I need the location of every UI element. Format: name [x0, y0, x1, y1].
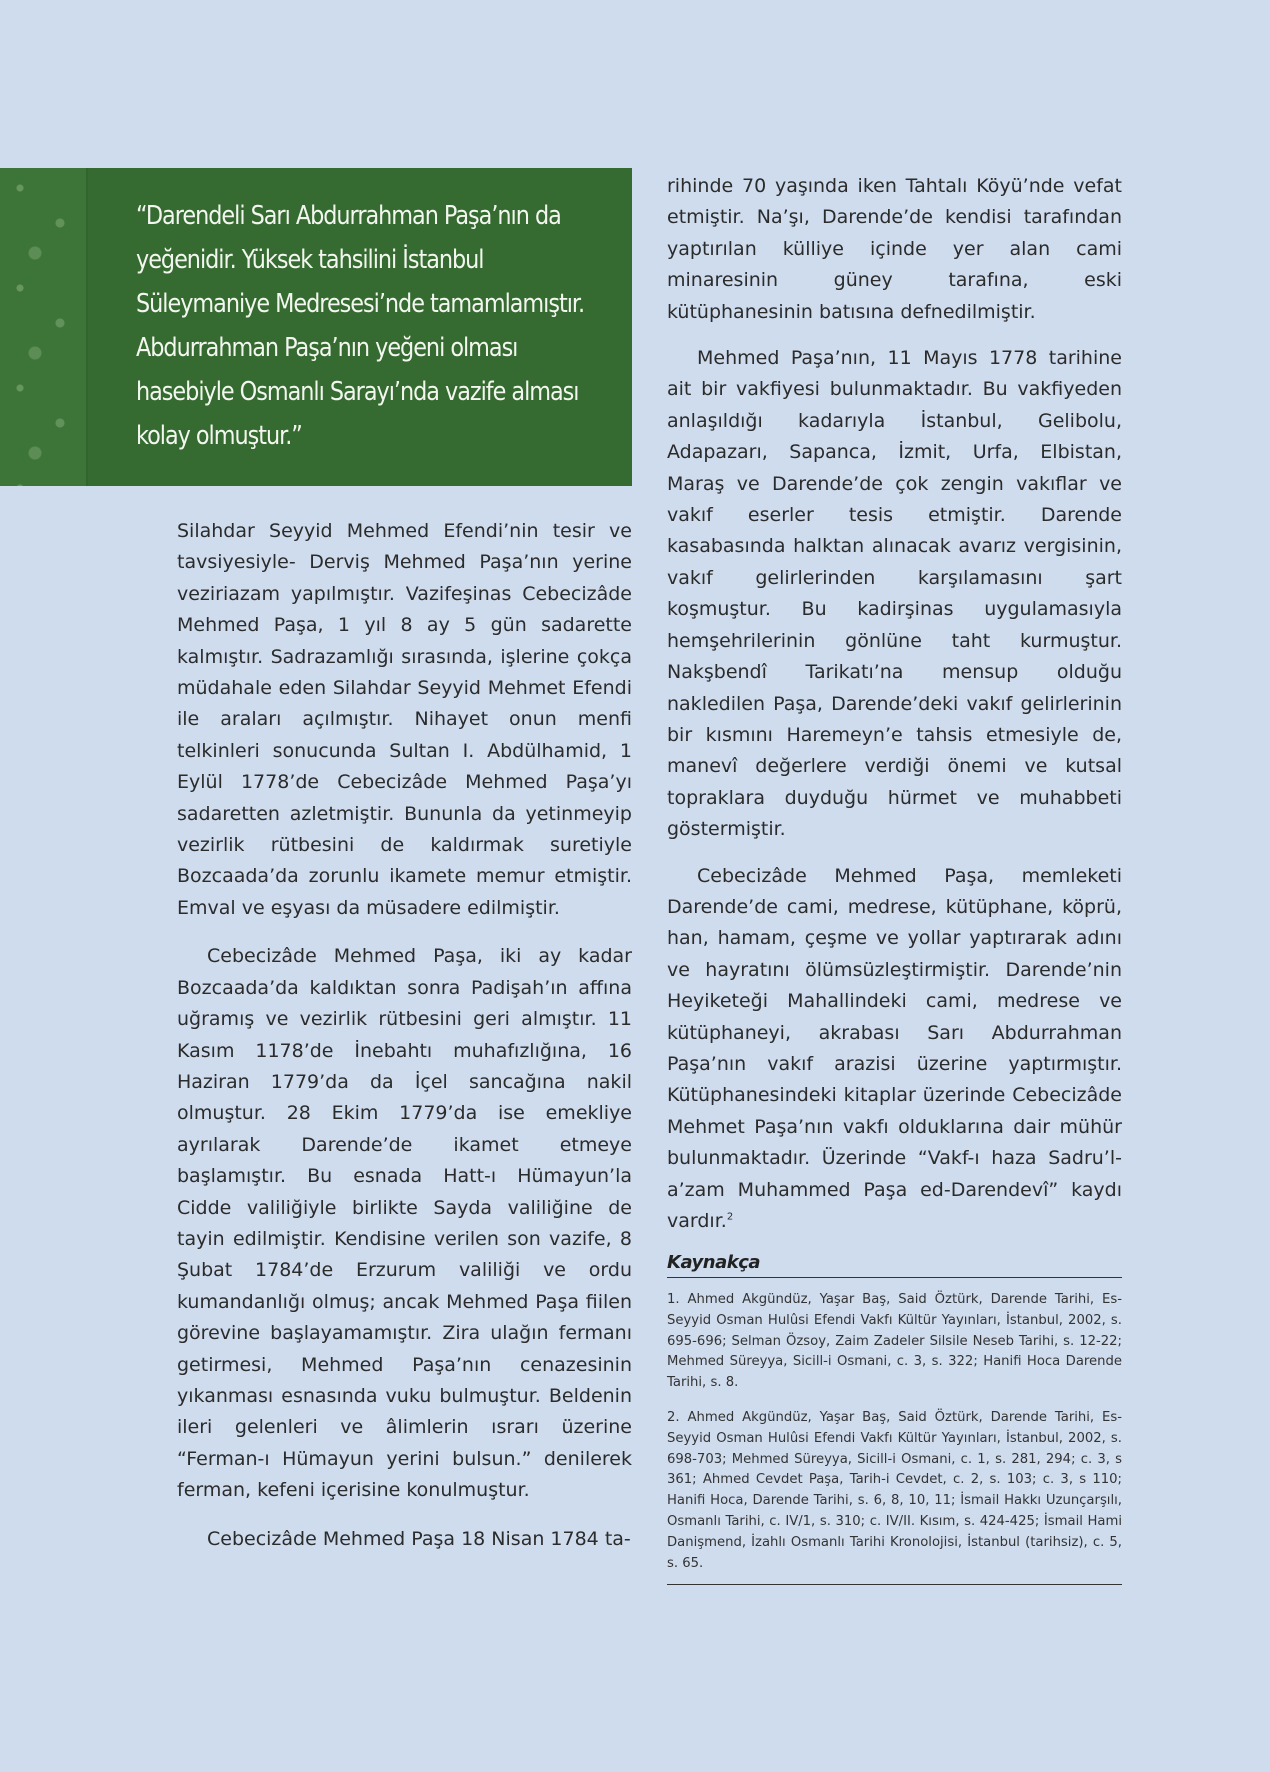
left-paragraph-2: Cebecizâde Mehmed Paşa, iki ay kadar Bozcaada’da kaldıktan sonra Padişah’ın affına uğramış ve vezirlik rütbesini geri almıştır. 11 Kasım 1178’de İnebahtı muhafızlığına, 16 Haziran 1779’da da İçel sancağına nakil olmuştur. 28 Ekim 1779’da ise emekliye ayrılarak Darende’de ikamet etmeye başlamıştır. Bu esnada Hatt-ı Hümayun’la Cidde valiliğiyle birlikte Sayda valiliğine de tayin edilmiştir. Kendisine verilen son vazife, 8 Şubat 1784’de Erzurum valiliği ve ordu kumandanlığı olmuş; ancak Mehmed Paşa fiilen görevine başlayamamıştır. Zira ulağın fermanı getirmesi, Mehmed Paşa’nın cenazesinin yıkanması esnasında vuku bulmuştur. Beldenin ileri gelenleri ve âlimlerin ısrarı üzerine “Ferman-ı Hümayun yerini bulsun.” denilerek ferman, kefeni içerisine konulmuştur. [177, 945, 632, 1502]
left-paragraph-1: Silahdar Seyyid Mehmed Efendi’nin tesir ve tavsiyesiyle- Derviş Mehmed Paşa’nın yerine veziriazam yapılmıştır. Vazifeşinas Cebecizâde Mehmed Paşa, 1 yıl 8 ay 5 gün sadarette kalmıştır. Sadrazamlığı sırasında, işlerine çokça müdahale eden Silahdar Seyyid Mehmet Efendi ile araları açılmıştır. Nihayet onun menfi telkinleri sonucunda Sultan I. Abdülhamid, 1 Eylül 1778’de Cebecizâde Mehmed Paşa’yı sadaretten azletmiştir. Bununla da yetinmeyip vezirlik rütbesini de kaldırmak suretiyle Bozcaada’da zorunlu ikamete memur etmiştir. Emval ve eşyası da müsadere edilmiştir. [177, 520, 632, 919]
right-paragraph-3-text: Cebecizâde Mehmed Paşa, memleketi Darende’de cami, medrese, kütüphane, köprü, han, hamam, çeşme ve yollar yaptırarak adını ve hayratını ölümsüzleştirmiştir. Darende’nin Heyiketeği Mahallindeki cami, medrese ve kütüphaneyi, akrabası Sarı Abdurrahman Paşa’nın vakıf arazisi üzerine yaptırmıştır. Kütüphanesindeki kitaplar üzerinde Cebecizâde Mehmet Paşa’nın vakfı olduklarına dair mühür bulunmaktadır. Üzerinde “Vakf-ı haza Sadru’l-a’zam Muhammed Paşa ed-Darendevî” kaydı vardır. [667, 864, 1122, 1232]
references-section [667, 1252, 1122, 1585]
right-column [667, 171, 1122, 1252]
references-bottom-rule [667, 1584, 1122, 1585]
right-paragraph-1: rihinde 70 yaşında iken Tahtalı Köyü’nde vefat etmiştir. Na’şı, Darende’de kendisi tarafından yaptırılan külliye içinde yer alan cami minaresinin güney tarafına, eski kütüphanesinin batısına defnedilmiştir. [667, 175, 1122, 323]
pull-quote-panel [0, 168, 632, 486]
reference-item-1: 1. Ahmed Akgündüz, Yaşar Baş, Said Öztürk, Darende Tarihi, Es-Seyyid Osman Hulûsi Efendi Vakfı Kültür Yayınları, İstanbul, 2002, s. 695-696; Selman Özsoy, Zaim Zadeler Silsile Neseb Tarihi, s. 12-22; Mehmed Süreyya, Sicill-i Osmani, c. 3, s. 322; Hanifi Hoca Darende Tarihi, s. 8. [667, 1292, 1122, 1391]
right-paragraph-2: Mehmed Paşa’nın, 11 Mayıs 1778 tarihine ait bir vakfiyesi bulunmaktadır. Bu vakfiyeden anlaşıldığı kadarıyla İstanbul, Gelibolu, Adapazarı, Sapanca, İzmit, Urfa, Elbistan, Maraş ve Darende’de çok zengin vakıflar ve vakıf eserler tesis etmiştir. Darende kasabasında halktan alınacak avarız vergisinin, vakıf gelirlerinden karşılamasını şart koşmuştur. Bu kadirşinas uygulamasıyla hemşehrilerinin gönlüne taht kurmuştur. Nakşbendî Tarikatı’na mensup olduğu nakledilen Paşa, Darende’deki vakıf gelirlerinin bir kısmını Haremeyn’e tahsis etmesiyle de, manevî değerlere verdiği önemi ve kutsal topraklara duyduğu hürmet ve muhabbeti göstermiştir. [667, 347, 1122, 841]
pull-quote-text: “Darendeli Sarı Abdurrahman Paşa’nın da yeğenidir. Yüksek tahsilini İstanbul Süleymaniye Medresesi’nde tamamlamıştır. Abdurrahman Paşa’nın yeğeni olması hasebiyle Osmanlı Sarayı’nda vazife alması kolay olmuştur.” [136, 201, 585, 451]
pattern-divider [86, 168, 88, 486]
footnote-marker: 2 [726, 1211, 734, 1223]
reference-item-2: 2. Ahmed Akgündüz, Yaşar Baş, Said Öztürk, Darende Tarihi, Es-Seyyid Osman Hulûsi Efendi Vakfı Kültür Yayınları, İstanbul, 2002, s. 698-703; Mehmed Süreyya, Sicill-i Osmani, c. 1, s. 281, 294; c. 3, s 361; Ahmed Cevdet Paşa, Tarih-i Cevdet, c. 2, s. 103; c. 3, s 110; Hanifi Hoca, Darende Tarihi, s. 6, 8, 10, 11; İsmail Hakkı Uzunçarşılı, Osmanlı Tarihi, c. IV/1, s. 310; c. IV/II. Kısım, s. 424-425; İsmail Hami Danişmend, İzahlı Osmanlı Tarihi Kronolojisi, İstanbul (tarihsiz), c. 5, s. 65. [667, 1409, 1122, 1571]
left-paragraph-3: Cebecizâde Mehmed Paşa 18 Nisan 1784 ta- [207, 1527, 631, 1550]
left-column [177, 516, 632, 1572]
references-title: Kaynakça [667, 1252, 1122, 1278]
floral-pattern-strip [0, 168, 88, 486]
right-paragraph-3 [667, 861, 1122, 1238]
